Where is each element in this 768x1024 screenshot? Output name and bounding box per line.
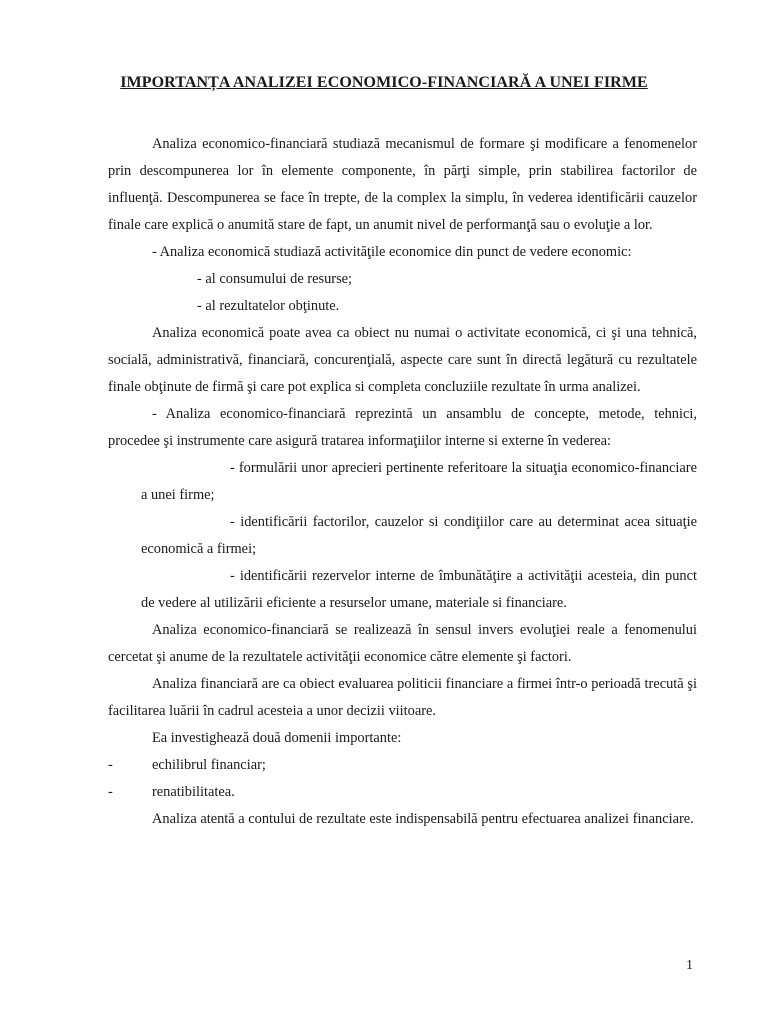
list-item-results-obtained: - al rezultatelor obţinute. bbox=[197, 298, 340, 314]
paragraph-economic-analysis: - Analiza economică studiază activităţile economice din punct de vedere economic: bbox=[152, 244, 632, 260]
paragraph-concepts-methods: - Analiza economico-financiară reprezintă un ansamblu de concepte, metode, tehnici, procedee şi instrumente care asigură tratarea informaţiilor interne si externe în vederea: bbox=[108, 406, 697, 449]
list-dash: - bbox=[108, 757, 113, 773]
document-body bbox=[108, 131, 697, 833]
paragraph-inverse-direction: Analiza economico-financiară se realizează în sensul invers evoluţiei reale a fenomenului cercetat şi anume de la rezultatele activităţii economice către elemente şi factori. bbox=[108, 622, 697, 665]
list-item-internal-reserves: - identificării rezervelor interne de îmbunătăţire a activităţii acesteia, din punct de vedere al utilizării eficiente a resurselor umane, materiale si financiare. bbox=[141, 568, 697, 611]
paragraph-definition: Analiza economico-financiară studiază mecanismul de formare şi modificare a fenomenelor prin descompunerea lor în elemente componente, în părţi simple, prin stabilirea factorilor de influenţă. Descompunerea se face în trepte, de la complex la simplu, în vederea identificării cauzelor finale care explică o anumită stare de fapt, un anumit nivel de performanţă sau o evoluţie a lor. bbox=[108, 136, 697, 233]
list-dash: - bbox=[108, 784, 113, 800]
list-item-text: renatibilitatea. bbox=[152, 784, 235, 800]
list-item-pertinent-assessments: - formulării unor aprecieri pertinente referitoare la situaţia economico-financiare a unei firme; bbox=[141, 460, 697, 503]
list-item-identify-factors: - identificării factorilor, cauzelor si condiţiilor care au determinat acea situaţie economică a firmei; bbox=[141, 514, 697, 557]
paragraph-financial-analysis: Analiza financiară are ca obiect evaluarea politicii financiare a firmei într-o perioadă trecută şi facilitarea luării în cadrul acesteia a unor decizii viitoare. bbox=[108, 676, 697, 719]
list-item-financial-balance bbox=[108, 752, 697, 779]
list-item-text: echilibrul financiar; bbox=[152, 757, 266, 773]
paragraph-results-account: Analiza atentă a contului de rezultate este indispensabilă pentru efectuarea analizei financiare. bbox=[152, 811, 694, 827]
list-item-profitability bbox=[108, 779, 697, 806]
page-number: 1 bbox=[686, 958, 693, 973]
paragraph-domains-intro: Ea investighează două domenii importante: bbox=[152, 730, 402, 746]
list-item-resource-consumption: - al consumului de resurse; bbox=[197, 271, 353, 287]
document-title: IMPORTANȚA ANALIZEI ECONOMICO-FINANCIARĂ A UNEI FIRME bbox=[120, 74, 648, 91]
paragraph-analysis-object: Analiza economică poate avea ca obiect nu numai o activitate economică, ci şi una tehnică, socială, administrativă, financiară, concurenţială, aspecte care sunt în directă legătură cu rezultatele finale obţinute de firmă şi care pot explica si completa concluziile rezultate în urma analizei. bbox=[108, 325, 697, 395]
